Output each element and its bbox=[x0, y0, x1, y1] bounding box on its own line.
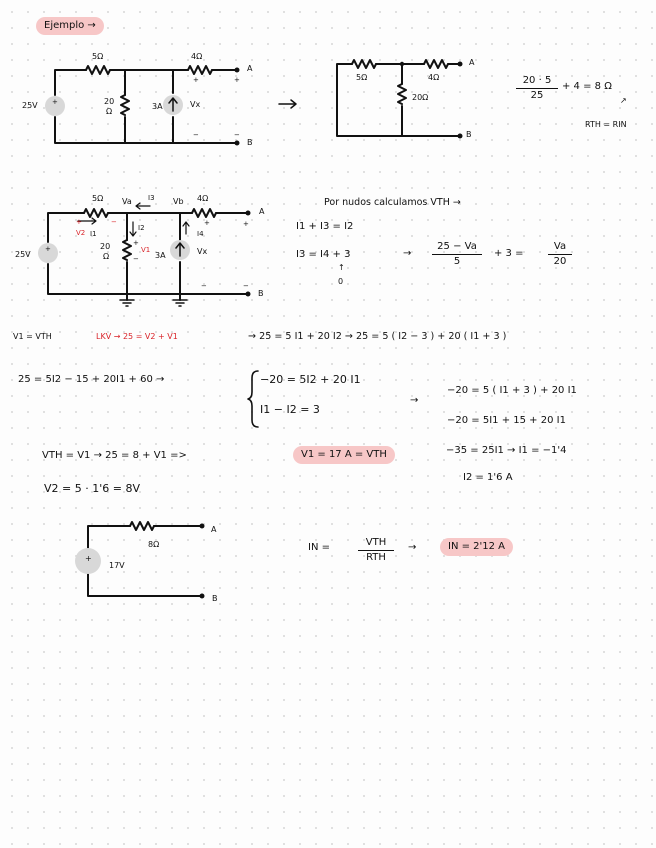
c3-vx-label: Vx bbox=[197, 247, 208, 256]
nodes-f1-num: 25 − Va bbox=[437, 241, 477, 252]
norton-den: RTH bbox=[366, 552, 386, 563]
circuit-2-node-b-dot bbox=[458, 134, 463, 139]
circuit-4-node-a-dot bbox=[200, 524, 205, 529]
c4-node-b-label: B bbox=[212, 594, 218, 603]
circuit-4 bbox=[75, 522, 205, 599]
c4-node-a-label: A bbox=[211, 525, 217, 534]
nodes-heading: Por nudos calculamos VTH → bbox=[324, 197, 461, 208]
circuit-3-node-a-dot bbox=[246, 211, 251, 216]
c3-vsource-label: 25V bbox=[15, 250, 31, 259]
nodes-fraction-1 bbox=[432, 242, 482, 267]
line2-arrow: → bbox=[410, 395, 419, 406]
c1-node-a-label: A bbox=[247, 64, 253, 73]
nodes-f1-den: 5 bbox=[453, 256, 461, 267]
c3-plus-a: + bbox=[243, 220, 249, 228]
c3-i3-label: I3 bbox=[148, 194, 155, 202]
fraction-bar bbox=[432, 254, 482, 255]
rth-numerator: 20 · 5 bbox=[522, 75, 552, 86]
c1-resistor-5-label: 5Ω bbox=[92, 52, 104, 61]
circuit-2 bbox=[337, 60, 463, 139]
c1-minus-b: − bbox=[234, 131, 240, 139]
nodes-f-mid: + 3 = bbox=[494, 248, 524, 259]
line1-lkv: LKV → 25 = V2 + V1 bbox=[96, 332, 178, 341]
fraction-bar bbox=[548, 254, 572, 255]
c1-plus: + bbox=[193, 76, 199, 84]
circuit-3-node-b-dot bbox=[246, 292, 251, 297]
nodes-up-arrow: ↑ bbox=[338, 263, 345, 272]
fraction-bar bbox=[358, 550, 394, 551]
vth-result: V1 = 17 A = VTH bbox=[301, 449, 387, 460]
current-arrow-i3 bbox=[136, 203, 150, 209]
circuit-1 bbox=[45, 66, 240, 146]
c3-resistor-20-unit: Ω bbox=[103, 252, 110, 261]
line2-eq: 25 = 5I2 − 15 + 20I1 + 60 → bbox=[18, 374, 165, 385]
rth-denominator: 25 bbox=[530, 90, 544, 101]
norton-num: VTH bbox=[365, 537, 387, 548]
c2-resistor-4-label: 4Ω bbox=[428, 73, 440, 82]
c1-resistor-4-label: 4Ω bbox=[191, 52, 203, 61]
current-arrow-i4 bbox=[183, 222, 189, 234]
nodes-f2-num: Va bbox=[553, 241, 567, 252]
circuit-1-resistor-20 bbox=[121, 95, 129, 115]
line3-i2: I2 = 1'6 A bbox=[463, 472, 513, 483]
vth-result-highlight bbox=[293, 446, 395, 464]
c1-vsource-plus: + bbox=[52, 98, 58, 106]
rth-fraction bbox=[516, 76, 558, 101]
circuit-1-resistor-4 bbox=[188, 66, 212, 74]
nodes-zero: 0 bbox=[338, 277, 344, 286]
nodes-eq2: I3 = I4 + 3 bbox=[296, 249, 351, 260]
line1-eq: → 25 = 5 I1 + 20 I2 → 25 = 5 ( I2 − 3 ) + 20 ( I1 + 3 ) bbox=[248, 331, 507, 342]
c3-vb-label: Vb bbox=[173, 197, 184, 206]
c3-vsource-plus: + bbox=[45, 245, 51, 253]
c4-resistor-label: 8Ω bbox=[148, 540, 160, 549]
circuit-1-resistor-5 bbox=[86, 66, 110, 74]
c2-node-b-label: B bbox=[466, 130, 472, 139]
c1-plus-a: + bbox=[234, 76, 240, 84]
line2-sys2: I1 − I2 = 3 bbox=[260, 403, 320, 416]
norton-arrow: → bbox=[408, 542, 417, 553]
transform-arrow bbox=[279, 100, 296, 108]
line3-eq: VTH = V1 → 25 = 8 + V1 => bbox=[42, 450, 187, 461]
c3-i2-label: I2 bbox=[138, 224, 145, 232]
circuit-1-node-b-dot bbox=[235, 141, 240, 146]
norton-lhs: IN = bbox=[308, 542, 330, 553]
circuit-1-wires bbox=[55, 70, 237, 143]
c1-minus: − bbox=[193, 131, 199, 139]
c1-resistor-20-label: 20 bbox=[104, 97, 115, 106]
rth-arrow: ↗ bbox=[620, 96, 627, 105]
norton-result-highlight bbox=[440, 538, 513, 556]
c4-vsource-label: 17V bbox=[109, 561, 125, 570]
c1-vx-label: Vx bbox=[190, 100, 201, 109]
c3-resistor-4-label: 4Ω bbox=[197, 194, 209, 203]
norton-fraction bbox=[358, 538, 394, 563]
title: Ejemplo → bbox=[44, 20, 96, 31]
circuit-2-resistor-5 bbox=[352, 60, 376, 68]
c3-res-plus: + bbox=[133, 239, 139, 247]
circuit-2-resistor-20 bbox=[398, 84, 406, 104]
circuit-3-resistor-5 bbox=[84, 209, 108, 217]
line2-r1: −20 = 5 ( I1 + 3 ) + 20 I1 bbox=[447, 385, 577, 396]
c1-resistor-20-unit: Ω bbox=[106, 107, 113, 116]
rth-note: RTH = RIN bbox=[585, 120, 627, 129]
rth-rest: + 4 = 8 Ω bbox=[562, 81, 612, 92]
c3-i1-label: I1 bbox=[90, 230, 97, 238]
c3-plus-i4: + bbox=[204, 219, 210, 227]
circuit-3-resistor-20 bbox=[123, 240, 131, 260]
circuit-4-resistor-8 bbox=[130, 522, 154, 530]
c1-isource-label: 3A bbox=[152, 102, 163, 111]
c3-minus: − bbox=[201, 282, 207, 290]
c3-minus-b: − bbox=[243, 282, 249, 290]
c3-minus-right: − bbox=[111, 218, 117, 226]
c3-node-a-label: A bbox=[259, 207, 265, 216]
circuit-2-resistor-4 bbox=[424, 60, 448, 68]
system-brace bbox=[248, 371, 258, 427]
circuit-1-node-a-dot bbox=[235, 68, 240, 73]
c3-isource-label: 3A bbox=[155, 251, 166, 260]
norton-result: IN = 2'12 A bbox=[448, 541, 506, 552]
c2-node-a-label: A bbox=[469, 58, 475, 67]
c1-node-b-label: B bbox=[247, 138, 253, 147]
circuit-3-resistor-4 bbox=[192, 209, 216, 217]
c3-node-b-label: B bbox=[258, 289, 264, 298]
current-arrow-i2 bbox=[130, 222, 136, 236]
c3-plus-left: + bbox=[76, 218, 82, 226]
fraction-bar bbox=[516, 88, 558, 89]
line2-r2: −20 = 5I1 + 15 + 20 I1 bbox=[447, 415, 566, 426]
line1-v1-vth: V1 = VTH bbox=[13, 332, 52, 341]
c1-vsource-label: 25V bbox=[22, 101, 38, 110]
c3-res-minus: − bbox=[133, 255, 139, 263]
line2-sys1: −20 = 5I2 + 20 I1 bbox=[260, 373, 361, 386]
c3-resistor-20-label: 20 bbox=[100, 242, 111, 251]
nodes-f2-den: 20 bbox=[553, 256, 567, 267]
circuit-2-node-a-dot bbox=[458, 62, 463, 67]
line3-v2: V2 = 5 · 1'6 = 8V bbox=[44, 482, 140, 495]
nodes-fraction-2 bbox=[548, 242, 572, 267]
nodes-arrow: → bbox=[403, 248, 412, 259]
nodes-eq1: I1 + I3 = I2 bbox=[296, 221, 354, 232]
c3-va-label: Va bbox=[122, 197, 132, 206]
c3-v2-label: V2 bbox=[76, 229, 86, 237]
line3-r3: −35 = 25I1 → I1 = −1'4 bbox=[446, 445, 567, 456]
c4-plus: + bbox=[85, 554, 92, 563]
c3-v1-label: V1 bbox=[141, 246, 151, 254]
circuit-4-node-b-dot bbox=[200, 594, 205, 599]
c2-resistor-5-label: 5Ω bbox=[356, 73, 368, 82]
c3-i4-label: I4 bbox=[197, 230, 204, 238]
c2-resistor-20-label: 20Ω bbox=[412, 93, 429, 102]
circuit-3 bbox=[38, 203, 251, 306]
c3-resistor-5-label: 5Ω bbox=[92, 194, 104, 203]
